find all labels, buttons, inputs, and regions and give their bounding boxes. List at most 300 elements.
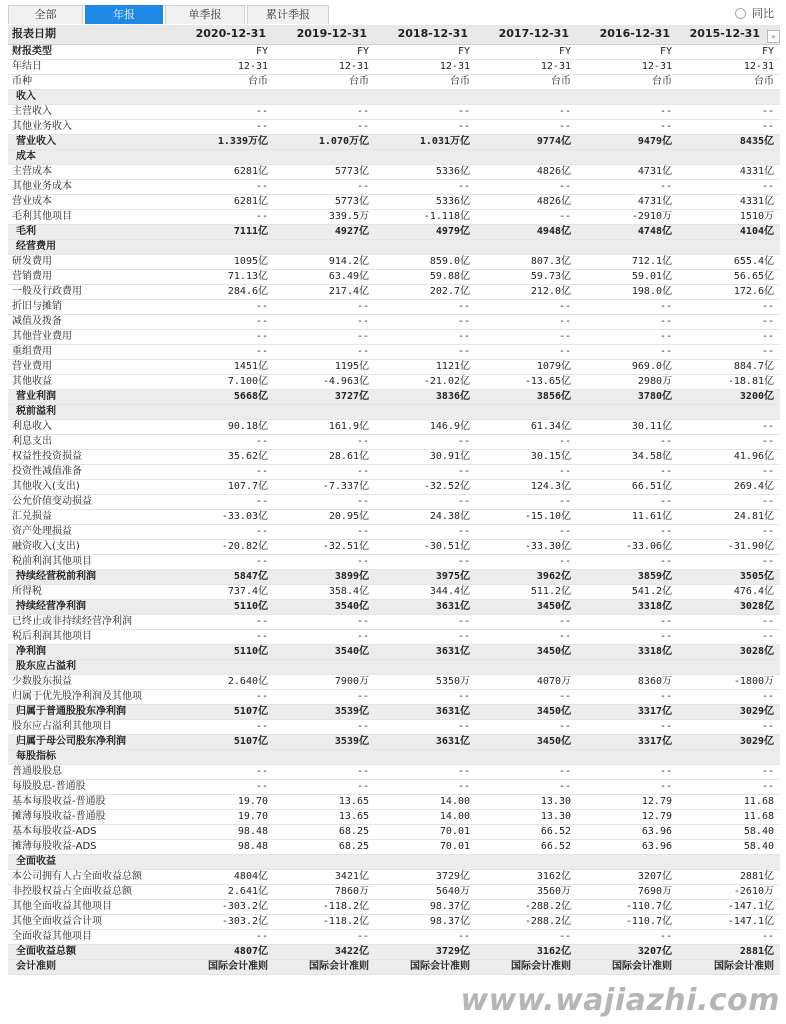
cell-value: 3450亿 — [476, 734, 577, 749]
tab-cumulative-quarter[interactable]: 累计季报 — [247, 5, 329, 24]
cell-value: 5107亿 — [173, 704, 274, 719]
header-col-2017: 2017-12-31 — [476, 25, 577, 44]
cell-value — [274, 149, 375, 164]
table-row — [8, 959, 780, 974]
row-label: 融资收入(支出) — [8, 539, 173, 554]
cell-value: -- — [476, 779, 577, 794]
cell-value: -- — [173, 434, 274, 449]
cell-value: 3450亿 — [476, 599, 577, 614]
row-label: 摊薄每股收益-ADS — [8, 839, 173, 854]
cell-value: 3540亿 — [274, 644, 375, 659]
cell-value: -- — [173, 764, 274, 779]
cell-value: 4979亿 — [375, 224, 476, 239]
cell-value: -- — [476, 524, 577, 539]
cell-value: 国际会计准则 — [577, 959, 678, 974]
cell-value: 5107亿 — [173, 734, 274, 749]
cell-value — [173, 749, 274, 764]
cell-value: 3422亿 — [274, 944, 375, 959]
table-row — [8, 614, 780, 629]
cell-value: 358.4亿 — [274, 584, 375, 599]
cell-value: -- — [274, 464, 375, 479]
table-row — [8, 359, 780, 374]
cell-value: 7111亿 — [173, 224, 274, 239]
cell-value — [476, 749, 577, 764]
cell-value: -- — [577, 179, 678, 194]
table-row — [8, 134, 780, 149]
cell-value: 1195亿 — [274, 359, 375, 374]
cell-value: -- — [375, 299, 476, 314]
cell-value: 1.339万亿 — [173, 134, 274, 149]
cell-value: 12-31 — [577, 59, 678, 74]
cell-value: -- — [274, 299, 375, 314]
table-row — [8, 254, 780, 269]
cell-value: 807.3亿 — [476, 254, 577, 269]
cell-value: -- — [577, 614, 678, 629]
cell-value: 66.51亿 — [577, 479, 678, 494]
cell-value: 146.9亿 — [375, 419, 476, 434]
cell-value: 14.00 — [375, 794, 476, 809]
table-row — [8, 584, 780, 599]
cell-value: 24.38亿 — [375, 509, 476, 524]
row-label: 一般及行政费用 — [8, 284, 173, 299]
cell-value: -- — [476, 314, 577, 329]
table-row — [8, 299, 780, 314]
cell-value: 35.62亿 — [173, 449, 274, 464]
section-row — [8, 404, 780, 419]
cell-value: 198.0亿 — [577, 284, 678, 299]
cell-value: -2610万 — [678, 884, 780, 899]
section-row — [8, 149, 780, 164]
table-row — [8, 194, 780, 209]
cell-value: -- — [476, 464, 577, 479]
cell-value: -- — [476, 299, 577, 314]
cell-value: -- — [678, 929, 780, 944]
row-label: 主营收入 — [8, 104, 173, 119]
header-col-2020: 2020-12-31 — [173, 25, 274, 44]
cell-value: -- — [577, 689, 678, 704]
cell-value: -32.52亿 — [375, 479, 476, 494]
row-label: 毛利 — [8, 224, 173, 239]
cell-value: -- — [577, 434, 678, 449]
cell-value: 90.18亿 — [173, 419, 274, 434]
cell-value: -- — [173, 719, 274, 734]
row-label: 所得税 — [8, 584, 173, 599]
yoy-label: 同比 — [752, 7, 774, 20]
cell-value: -- — [375, 689, 476, 704]
cell-value: -110.7亿 — [577, 914, 678, 929]
cell-value: -147.1亿 — [678, 914, 780, 929]
row-label: 利息支出 — [8, 434, 173, 449]
row-label: 持续经营净利润 — [8, 599, 173, 614]
cell-value: 98.48 — [173, 839, 274, 854]
cell-value: 3028亿 — [678, 599, 780, 614]
table-row — [8, 209, 780, 224]
table-row — [8, 329, 780, 344]
cell-value: 3631亿 — [375, 734, 476, 749]
table-row — [8, 119, 780, 134]
cell-value: 13.30 — [476, 794, 577, 809]
cell-value — [577, 659, 678, 674]
cell-value: FY — [375, 44, 476, 59]
row-label: 币种 — [8, 74, 173, 89]
cell-value: 6281亿 — [173, 194, 274, 209]
row-label: 利息收入 — [8, 419, 173, 434]
row-label: 税前溢利 — [8, 404, 173, 419]
cell-value: 541.2亿 — [577, 584, 678, 599]
cell-value: -- — [678, 554, 780, 569]
table-row — [8, 689, 780, 704]
cell-value: -- — [678, 314, 780, 329]
cell-value: -- — [678, 104, 780, 119]
cell-value: 3318亿 — [577, 644, 678, 659]
cell-value: 3029亿 — [678, 704, 780, 719]
cell-value: -- — [577, 299, 678, 314]
table-row — [8, 884, 780, 899]
cell-value: -- — [173, 104, 274, 119]
row-label: 其他业务收入 — [8, 119, 173, 134]
cell-value: 859.0亿 — [375, 254, 476, 269]
cell-value: 1451亿 — [173, 359, 274, 374]
table-row — [8, 179, 780, 194]
table-row — [8, 869, 780, 884]
row-label: 收入 — [8, 89, 173, 104]
row-label: 税前利润其他项目 — [8, 554, 173, 569]
cell-value: 14.00 — [375, 809, 476, 824]
row-label: 成本 — [8, 149, 173, 164]
cell-value: -- — [476, 209, 577, 224]
cell-value: 3207亿 — [577, 869, 678, 884]
cell-value: 59.88亿 — [375, 269, 476, 284]
cell-value: 1095亿 — [173, 254, 274, 269]
cell-value: -- — [577, 779, 678, 794]
cell-value: 172.6亿 — [678, 284, 780, 299]
cell-value: -- — [375, 104, 476, 119]
cell-value: -33.30亿 — [476, 539, 577, 554]
cell-value: -31.90亿 — [678, 539, 780, 554]
cell-value: 12-31 — [375, 59, 476, 74]
cell-value: 70.01 — [375, 839, 476, 854]
cell-value: -- — [274, 554, 375, 569]
cell-value: 6281亿 — [173, 164, 274, 179]
cell-value: -- — [375, 614, 476, 629]
cell-value: -- — [274, 494, 375, 509]
cell-value: 13.30 — [476, 809, 577, 824]
table-row — [8, 764, 780, 779]
income-statement-table — [8, 25, 780, 975]
cell-value: 3631亿 — [375, 644, 476, 659]
cell-value: 3631亿 — [375, 704, 476, 719]
table-row — [8, 929, 780, 944]
cell-value: -- — [678, 434, 780, 449]
cell-value: 5773亿 — [274, 194, 375, 209]
cell-value — [577, 89, 678, 104]
cell-value: 66.52 — [476, 824, 577, 839]
cell-value: 56.65亿 — [678, 269, 780, 284]
tab-single-quarter[interactable]: 单季报 — [165, 5, 245, 24]
cell-value — [375, 854, 476, 869]
row-label: 归属于普通股股东净利润 — [8, 704, 173, 719]
cell-value — [274, 749, 375, 764]
cell-value: 3856亿 — [476, 389, 577, 404]
table-row — [8, 59, 780, 74]
cell-value: -303.2亿 — [173, 899, 274, 914]
cell-value: 3780亿 — [577, 389, 678, 404]
cell-value: 4331亿 — [678, 164, 780, 179]
cell-value: -- — [173, 524, 274, 539]
cell-value: -30.51亿 — [375, 539, 476, 554]
cell-value: -- — [375, 494, 476, 509]
cell-value: 737.4亿 — [173, 584, 274, 599]
row-label: 税后利润其他项目 — [8, 629, 173, 644]
cell-value: 台币 — [577, 74, 678, 89]
cell-value: -- — [375, 929, 476, 944]
row-label: 营业利润 — [8, 389, 173, 404]
cell-value: 58.40 — [678, 839, 780, 854]
cell-value: 5668亿 — [173, 389, 274, 404]
cell-value: 914.2亿 — [274, 254, 375, 269]
tab-all[interactable]: 全部 — [8, 5, 83, 24]
cell-value: -- — [678, 614, 780, 629]
cell-value: -- — [375, 329, 476, 344]
yoy-radio-icon[interactable] — [735, 8, 746, 19]
row-label: 其他全面收益合计项 — [8, 914, 173, 929]
cell-value: -- — [375, 119, 476, 134]
row-label: 财报类型 — [8, 44, 173, 59]
table-row — [8, 779, 780, 794]
cell-value: 2881亿 — [678, 944, 780, 959]
cell-value: -- — [274, 689, 375, 704]
row-label: 净利润 — [8, 644, 173, 659]
watermark-logo: www.wajiazhi.com — [460, 983, 780, 1018]
cell-value — [274, 404, 375, 419]
table-row — [8, 509, 780, 524]
cell-value: -- — [274, 329, 375, 344]
cell-value: 339.5万 — [274, 209, 375, 224]
cell-value — [678, 89, 780, 104]
cell-value — [173, 854, 274, 869]
table-row — [8, 674, 780, 689]
cell-value: -- — [173, 614, 274, 629]
cell-value: 3859亿 — [577, 569, 678, 584]
cell-value: 4826亿 — [476, 194, 577, 209]
cell-value — [577, 854, 678, 869]
table-row — [8, 314, 780, 329]
cell-value: 969.0亿 — [577, 359, 678, 374]
cell-value: 202.7亿 — [375, 284, 476, 299]
cell-value: 台币 — [375, 74, 476, 89]
cell-value: -- — [678, 119, 780, 134]
cell-value — [476, 239, 577, 254]
cell-value: -- — [577, 929, 678, 944]
cell-value: -4.963亿 — [274, 374, 375, 389]
cell-value: 3539亿 — [274, 704, 375, 719]
cell-value: 台币 — [274, 74, 375, 89]
cell-value — [173, 89, 274, 104]
cell-value: -- — [678, 329, 780, 344]
cell-value: -147.1亿 — [678, 899, 780, 914]
row-label: 股东应占溢利其他项目 — [8, 719, 173, 734]
cell-value: -- — [274, 434, 375, 449]
cell-value: 59.01亿 — [577, 269, 678, 284]
cell-value: -- — [476, 494, 577, 509]
tab-annual[interactable]: 年报 — [85, 5, 163, 24]
cell-value: -- — [375, 764, 476, 779]
row-label: 折旧与摊销 — [8, 299, 173, 314]
cell-value: -- — [274, 524, 375, 539]
row-label: 其他营业费用 — [8, 329, 173, 344]
cell-value: 国际会计准则 — [678, 959, 780, 974]
cell-value: -- — [173, 344, 274, 359]
cell-value: -- — [375, 434, 476, 449]
cell-value: FY — [577, 44, 678, 59]
cell-value: -- — [577, 629, 678, 644]
cell-value: -- — [375, 524, 476, 539]
cell-value: 1121亿 — [375, 359, 476, 374]
cell-value — [274, 854, 375, 869]
cell-value: 5336亿 — [375, 194, 476, 209]
cell-value: 5847亿 — [173, 569, 274, 584]
cell-value: -303.2亿 — [173, 914, 274, 929]
table-row — [8, 374, 780, 389]
cell-value: -- — [577, 329, 678, 344]
row-label: 权益性投资损益 — [8, 449, 173, 464]
cell-value: 3207亿 — [577, 944, 678, 959]
cell-value: -1800万 — [678, 674, 780, 689]
cell-value: -- — [476, 629, 577, 644]
header-col-2019: 2019-12-31 — [274, 25, 375, 44]
cell-value: 3028亿 — [678, 644, 780, 659]
cell-value: 5110亿 — [173, 599, 274, 614]
cell-value: 2.641亿 — [173, 884, 274, 899]
cell-value: 1079亿 — [476, 359, 577, 374]
table-row — [8, 389, 780, 404]
yoy-toggle[interactable] — [735, 5, 774, 21]
row-label: 其他业务成本 — [8, 179, 173, 194]
cell-value: -- — [173, 629, 274, 644]
cell-value — [375, 404, 476, 419]
cell-value: 1.070万亿 — [274, 134, 375, 149]
cell-value: FY — [274, 44, 375, 59]
table-row — [8, 104, 780, 119]
expand-columns-icon[interactable]: » — [767, 30, 780, 43]
cell-value — [375, 149, 476, 164]
cell-value: -33.03亿 — [173, 509, 274, 524]
cell-value: 4826亿 — [476, 164, 577, 179]
cell-value: 台币 — [476, 74, 577, 89]
cell-value — [274, 239, 375, 254]
row-label: 非控股权益占全面收益总额 — [8, 884, 173, 899]
row-label: 资产处理损益 — [8, 524, 173, 539]
cell-value: 19.70 — [173, 809, 274, 824]
cell-value — [678, 149, 780, 164]
table-row — [8, 824, 780, 839]
table-row — [8, 629, 780, 644]
row-label: 减值及拨备 — [8, 314, 173, 329]
cell-value: 3539亿 — [274, 734, 375, 749]
cell-value: -110.7亿 — [577, 899, 678, 914]
cell-value: 4731亿 — [577, 164, 678, 179]
cell-value — [476, 854, 577, 869]
cell-value: 284.6亿 — [173, 284, 274, 299]
cell-value: -- — [375, 719, 476, 734]
cell-value: 2.640亿 — [173, 674, 274, 689]
cell-value — [577, 239, 678, 254]
cell-value: 3729亿 — [375, 944, 476, 959]
row-label: 会计准则 — [8, 959, 173, 974]
cell-value — [678, 749, 780, 764]
cell-value: -- — [274, 179, 375, 194]
cell-value: -- — [678, 764, 780, 779]
row-label: 全面收益 — [8, 854, 173, 869]
table-row — [8, 164, 780, 179]
cell-value: 98.37亿 — [375, 914, 476, 929]
cell-value: 712.1亿 — [577, 254, 678, 269]
cell-value: 4070万 — [476, 674, 577, 689]
cell-value: -- — [173, 314, 274, 329]
cell-value: -- — [577, 344, 678, 359]
cell-value: 3421亿 — [274, 869, 375, 884]
cell-value: -- — [577, 314, 678, 329]
table-row — [8, 554, 780, 569]
cell-value: FY — [173, 44, 274, 59]
cell-value: 71.13亿 — [173, 269, 274, 284]
cell-value: -- — [678, 464, 780, 479]
row-label: 本公司拥有人占全面收益总额 — [8, 869, 173, 884]
cell-value: 9774亿 — [476, 134, 577, 149]
cell-value: 国际会计准则 — [274, 959, 375, 974]
cell-value: 7900万 — [274, 674, 375, 689]
row-label: 全面收益总额 — [8, 944, 173, 959]
cell-value: 61.34亿 — [476, 419, 577, 434]
cell-value: -- — [274, 104, 375, 119]
cell-value: -33.06亿 — [577, 539, 678, 554]
cell-value: 7.100亿 — [173, 374, 274, 389]
cell-value: 98.48 — [173, 824, 274, 839]
cell-value — [476, 404, 577, 419]
cell-value: 3836亿 — [375, 389, 476, 404]
cell-value — [375, 749, 476, 764]
cell-value: 63.49亿 — [274, 269, 375, 284]
cell-value: -- — [476, 104, 577, 119]
cell-value: -7.337亿 — [274, 479, 375, 494]
cell-value — [476, 659, 577, 674]
cell-value: -20.82亿 — [173, 539, 274, 554]
table-row — [8, 809, 780, 824]
table-row — [8, 524, 780, 539]
cell-value: -- — [375, 179, 476, 194]
cell-value: 3962亿 — [476, 569, 577, 584]
cell-value: 国际会计准则 — [476, 959, 577, 974]
table-row — [8, 44, 780, 59]
cell-value: 11.68 — [678, 809, 780, 824]
cell-value: -288.2亿 — [476, 914, 577, 929]
cell-value: 59.73亿 — [476, 269, 577, 284]
cell-value: 2980万 — [577, 374, 678, 389]
cell-value: 3631亿 — [375, 599, 476, 614]
cell-value: FY — [678, 44, 780, 59]
cell-value: -- — [274, 119, 375, 134]
cell-value: 4804亿 — [173, 869, 274, 884]
cell-value: 4927亿 — [274, 224, 375, 239]
cell-value: 28.61亿 — [274, 449, 375, 464]
cell-value: -- — [274, 719, 375, 734]
cell-value — [173, 239, 274, 254]
cell-value: 4807亿 — [173, 944, 274, 959]
cell-value: 107.7亿 — [173, 479, 274, 494]
row-label: 普通股股息 — [8, 764, 173, 779]
cell-value: 3450亿 — [476, 644, 577, 659]
cell-value: 655.4亿 — [678, 254, 780, 269]
